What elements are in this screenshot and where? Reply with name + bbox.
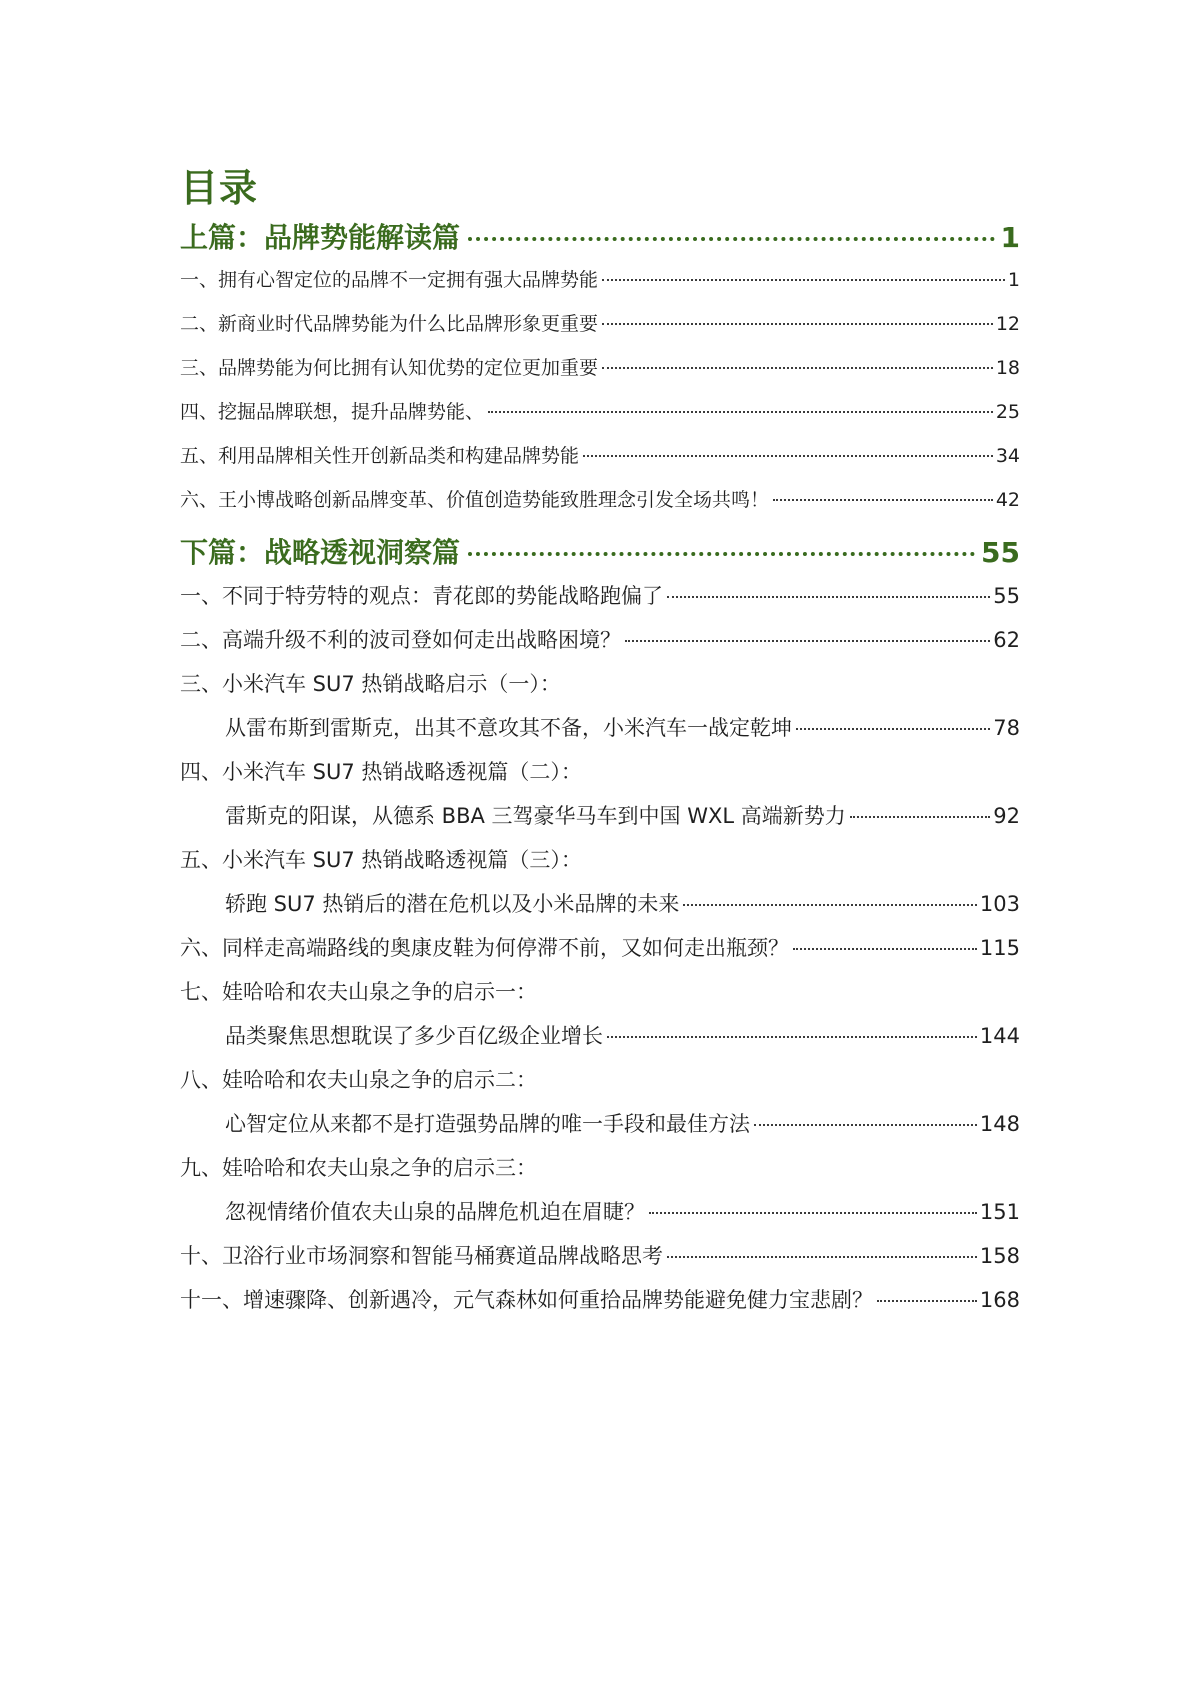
dot-leader [607,1036,977,1038]
page-number: 168 [979,1288,1020,1312]
toc-entry[interactable] [180,485,1020,515]
chapter-label: 四、小米汽车 SU7 热销战略透视篇（二）： [180,760,582,784]
dot-leader [602,367,993,369]
chapter-label: 三、小米汽车 SU7 热销战略启示（一）： [180,672,561,696]
page-number: 115 [979,936,1020,960]
dot-leader [649,1212,977,1214]
toc-entry[interactable] [225,713,1020,743]
page-number: 18 [995,357,1020,379]
dot-leader [488,411,993,413]
chapter-label: 八、娃哈哈和农夫山泉之争的启示二： [180,1068,537,1092]
page-number: 151 [979,1200,1020,1224]
entry-title: 三、品牌势能为何比拥有认知优势的定位更加重要 [180,357,599,379]
toc-entry[interactable] [180,397,1020,427]
page-number: 42 [995,489,1020,511]
toc-entry[interactable] [225,1021,1020,1051]
toc-entry[interactable] [180,581,1020,611]
dot-leader [877,1300,977,1302]
toc-section-lower[interactable] [180,534,1020,572]
toc-chapter-label[interactable] [180,669,1020,699]
dot-leader [602,323,993,325]
toc-entry[interactable] [180,309,1020,339]
page-number: 25 [995,401,1020,423]
toc-chapter-label[interactable] [180,757,1020,787]
entry-title: 二、新商业时代品牌势能为什么比品牌形象更重要 [180,313,599,335]
entry-title: 二、高端升级不利的波司登如何走出战略困境？ [180,628,621,652]
toc-entry[interactable] [180,441,1020,471]
dot-leader [667,596,990,598]
dot-leader [583,455,993,457]
toc-chapter-label[interactable] [180,845,1020,875]
page-number: 158 [979,1244,1020,1268]
dot-leader [625,640,990,642]
toc-entry[interactable] [180,353,1020,383]
section-heading: 上篇：品牌势能解读篇 [180,221,461,254]
page-number: 144 [979,1024,1020,1048]
entry-title: 品类聚焦思想耽误了多少百亿级企业增长 [225,1024,603,1048]
toc-entry[interactable] [225,889,1020,919]
page-number: 55 [993,584,1020,608]
page-number: 62 [993,628,1020,652]
dot-leader [796,728,990,730]
entry-title: 五、利用品牌相关性开创新品类和构建品牌势能 [180,445,580,467]
dot-leader [793,948,977,950]
dot-leader [683,904,976,906]
page-number: 12 [995,313,1020,335]
entry-title: 从雷布斯到雷斯克，出其不意攻其不备，小米汽车一战定乾坤 [225,716,792,740]
toc-title: 目录 [180,166,259,210]
dot-leader [468,237,995,241]
entry-title: 雷斯克的阳谋，从德系 BBA 三驾豪华马车到中国 WXL 高端新势力 [225,804,846,828]
dot-leader [667,1256,977,1258]
toc-entry[interactable] [180,625,1020,655]
dot-leader [602,279,1005,281]
page-number: 1 [1000,221,1020,254]
section-heading: 下篇：战略透视洞察篇 [180,536,461,569]
entry-title: 一、拥有心智定位的品牌不一定拥有强大品牌势能 [180,269,599,291]
toc-entry[interactable] [180,1285,1020,1315]
dot-leader [773,499,993,501]
toc-entry[interactable] [180,1241,1020,1271]
page-number: 55 [981,536,1020,569]
toc-chapter-label[interactable] [180,977,1020,1007]
toc-entry[interactable] [225,1109,1020,1139]
toc-entry[interactable] [225,801,1020,831]
entry-title: 十、卫浴行业市场洞察和智能马桶赛道品牌战略思考 [180,1244,663,1268]
dot-leader [754,1124,977,1126]
entry-title: 轿跑 SU7 热销后的潜在危机以及小米品牌的未来 [225,892,680,916]
page-number: 103 [979,892,1020,916]
chapter-label: 七、娃哈哈和农夫山泉之争的启示一： [180,980,537,1004]
page-number: 148 [979,1112,1020,1136]
entry-title: 心智定位从来都不是打造强势品牌的唯一手段和最佳方法 [225,1112,750,1136]
entry-title: 一、不同于特劳特的观点：青花郎的势能战略跑偏了 [180,584,663,608]
toc-chapter-label[interactable] [180,1153,1020,1183]
page-number: 92 [993,804,1020,828]
toc-entry[interactable] [180,933,1020,963]
page-number: 1 [1007,269,1020,291]
entry-title: 十一、增速骤降、创新遇冷，元气森林如何重拾品牌势能避免健力宝悲剧？ [180,1288,873,1312]
chapter-label: 五、小米汽车 SU7 热销战略透视篇（三）： [180,848,582,872]
entry-title: 忽视情绪价值农夫山泉的品牌危机迫在眉睫？ [225,1200,645,1224]
page-number: 78 [993,716,1020,740]
chapter-label: 九、娃哈哈和农夫山泉之争的启示三： [180,1156,537,1180]
entry-title: 六、同样走高端路线的奥康皮鞋为何停滞不前，又如何走出瓶颈？ [180,936,789,960]
entry-title: 四、挖掘品牌联想，提升品牌势能、 [180,401,485,423]
toc-entry[interactable] [225,1197,1020,1227]
entry-title: 六、王小博战略创新品牌变革、价值创造势能致胜理念引发全场共鸣！ [180,489,770,511]
page-number: 34 [995,445,1020,467]
toc-entry[interactable] [180,265,1020,295]
dot-leader [850,816,991,818]
toc-chapter-label[interactable] [180,1065,1020,1095]
dot-leader [468,552,975,556]
toc-section-upper[interactable] [180,219,1020,257]
